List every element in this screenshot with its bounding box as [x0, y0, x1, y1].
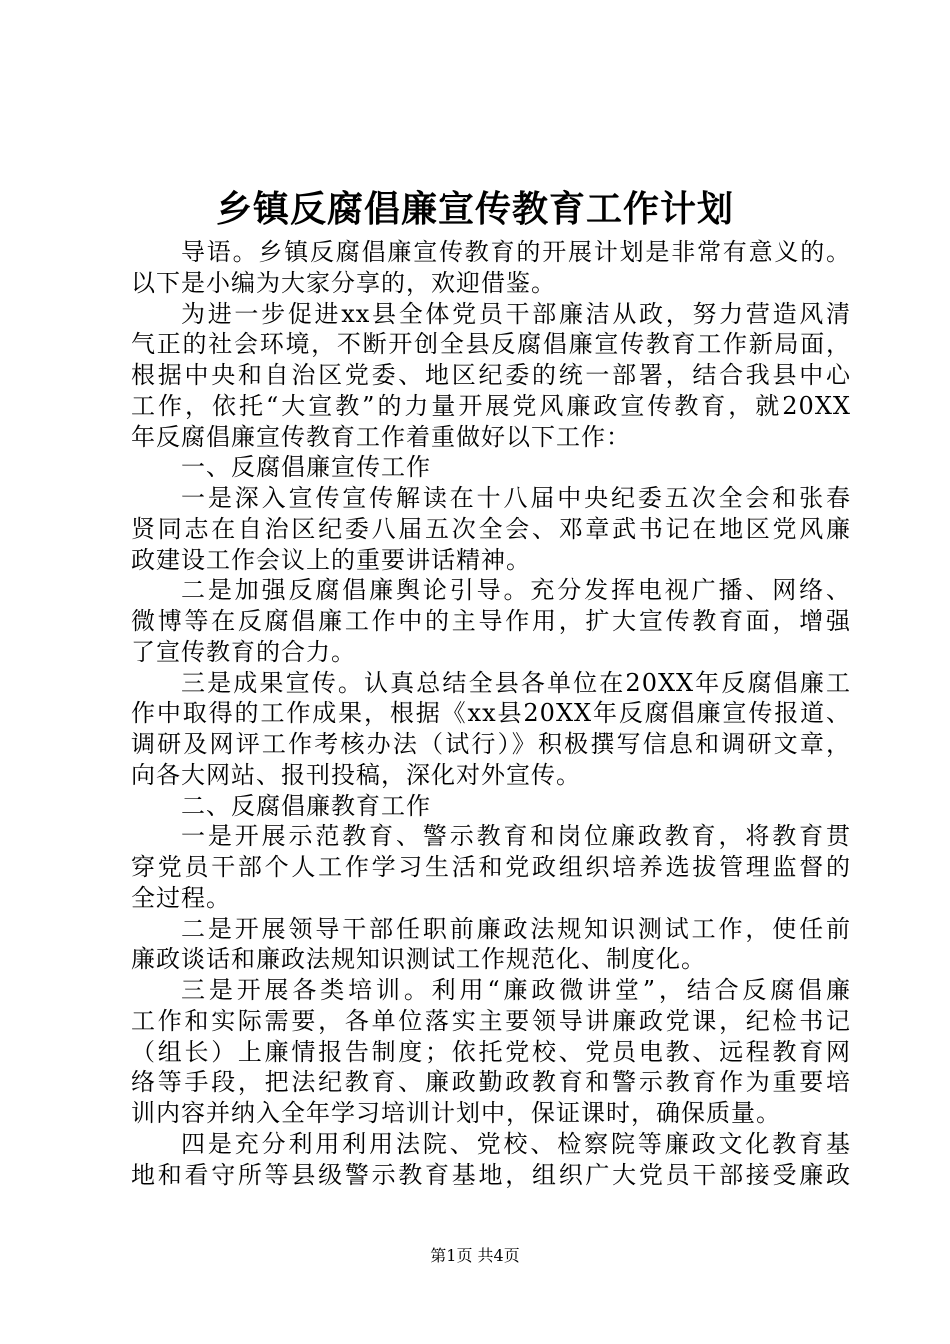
paragraph-line: 年反腐倡廉宣传教育工作着重做好以下工作： — [131, 422, 631, 451]
paragraph-line: 工作，依托“大宣教”的力量开展党风廉政宣传教育，就20XX — [131, 391, 851, 420]
paragraph-line: 全过程。 — [131, 883, 231, 912]
paragraph-line: 调研及网评工作考核办法（试行）》积极撰写信息和调研文章， — [131, 730, 851, 758]
paragraph-line: 微博等在反腐倡廉工作中的主导作用，扩大宣传教育面，增强 — [131, 607, 851, 635]
paragraph-line: 向各大网站、报刊投稿，深化对外宣传。 — [131, 760, 581, 789]
document-title: 乡镇反腐倡廉宣传教育工作计划 — [215, 188, 734, 230]
paragraph-line: 导语。乡镇反腐倡廉宣传教育的开展计划是非常有意义的。 — [181, 238, 851, 266]
document-body — [131, 237, 851, 1190]
paragraph-line: 根据中央和自治区党委、地区纪委的统一部署，结合我县中心 — [131, 361, 851, 389]
paragraph-line: 一是开展示范教育、警示教育和岗位廉政教育，将教育贯 — [181, 822, 851, 851]
paragraph-line: 以下是小编为大家分享的，欢迎借鉴。 — [131, 268, 556, 297]
paragraph-line: 二是开展领导干部任职前廉政法规知识测试工作，使任前 — [181, 914, 851, 943]
paragraph-line: 作中取得的工作成果，根据《xx县20XX年反腐倡廉宣传报道、 — [131, 699, 851, 728]
paragraph-line: 三是成果宣传。认真总结全县各单位在20XX年反腐倡廉工 — [181, 668, 851, 697]
paragraph-line: 贤同志在自治区纪委八届五次全会、邓章武书记在地区党风廉 — [131, 514, 851, 543]
paragraph-line: 气正的社会环境，不断开创全县反腐倡廉宣传教育工作新局面， — [131, 330, 851, 359]
paragraph-line: 为进一步促进xx县全体党员干部廉洁从政，努力营造风清 — [181, 299, 851, 328]
paragraph-line: 三是开展各类培训。利用“廉政微讲堂”，结合反腐倡廉 — [181, 976, 851, 1004]
paragraph-line: 络等手段，把法纪教育、廉政勤政教育和警示教育作为重要培 — [131, 1068, 851, 1097]
paragraph-line: 廉政谈话和廉政法规知识测试工作规范化、制度化。 — [131, 945, 706, 974]
paragraph-line: 二是加强反腐倡廉舆论引导。充分发挥电视广播、网络、 — [181, 576, 851, 605]
paragraph-line: 一、反腐倡廉宣传工作 — [181, 453, 431, 482]
paragraph-line: 训内容并纳入全年学习培训计划中，保证课时，确保质量。 — [131, 1099, 781, 1127]
paragraph-line: 四是充分利用利用法院、党校、检察院等廉政文化教育基 — [181, 1129, 851, 1158]
paragraph-line: 了宣传教育的合力。 — [131, 637, 356, 666]
paragraph-line: 二、反腐倡廉教育工作 — [181, 791, 431, 820]
paragraph-line: 穿党员干部个人工作学习生活和党政组织培养选拔管理监督的 — [131, 853, 851, 881]
page-footer: 第1页 共4页 — [430, 1246, 520, 1265]
paragraph-line: （组长）上廉情报告制度；依托党校、党员电教、远程教育网 — [131, 1037, 851, 1066]
paragraph-line: 政建设工作会议上的重要讲话精神。 — [131, 545, 531, 574]
paragraph-line: 一是深入宣传宣传解读在十八届中央纪委五次全会和张春 — [181, 484, 851, 512]
paragraph-line: 工作和实际需要，各单位落实主要领导讲廉政党课，纪检书记 — [131, 1006, 851, 1035]
paragraph-line: 地和看守所等县级警示教育基地，组织广大党员干部接受廉政 — [131, 1160, 851, 1189]
